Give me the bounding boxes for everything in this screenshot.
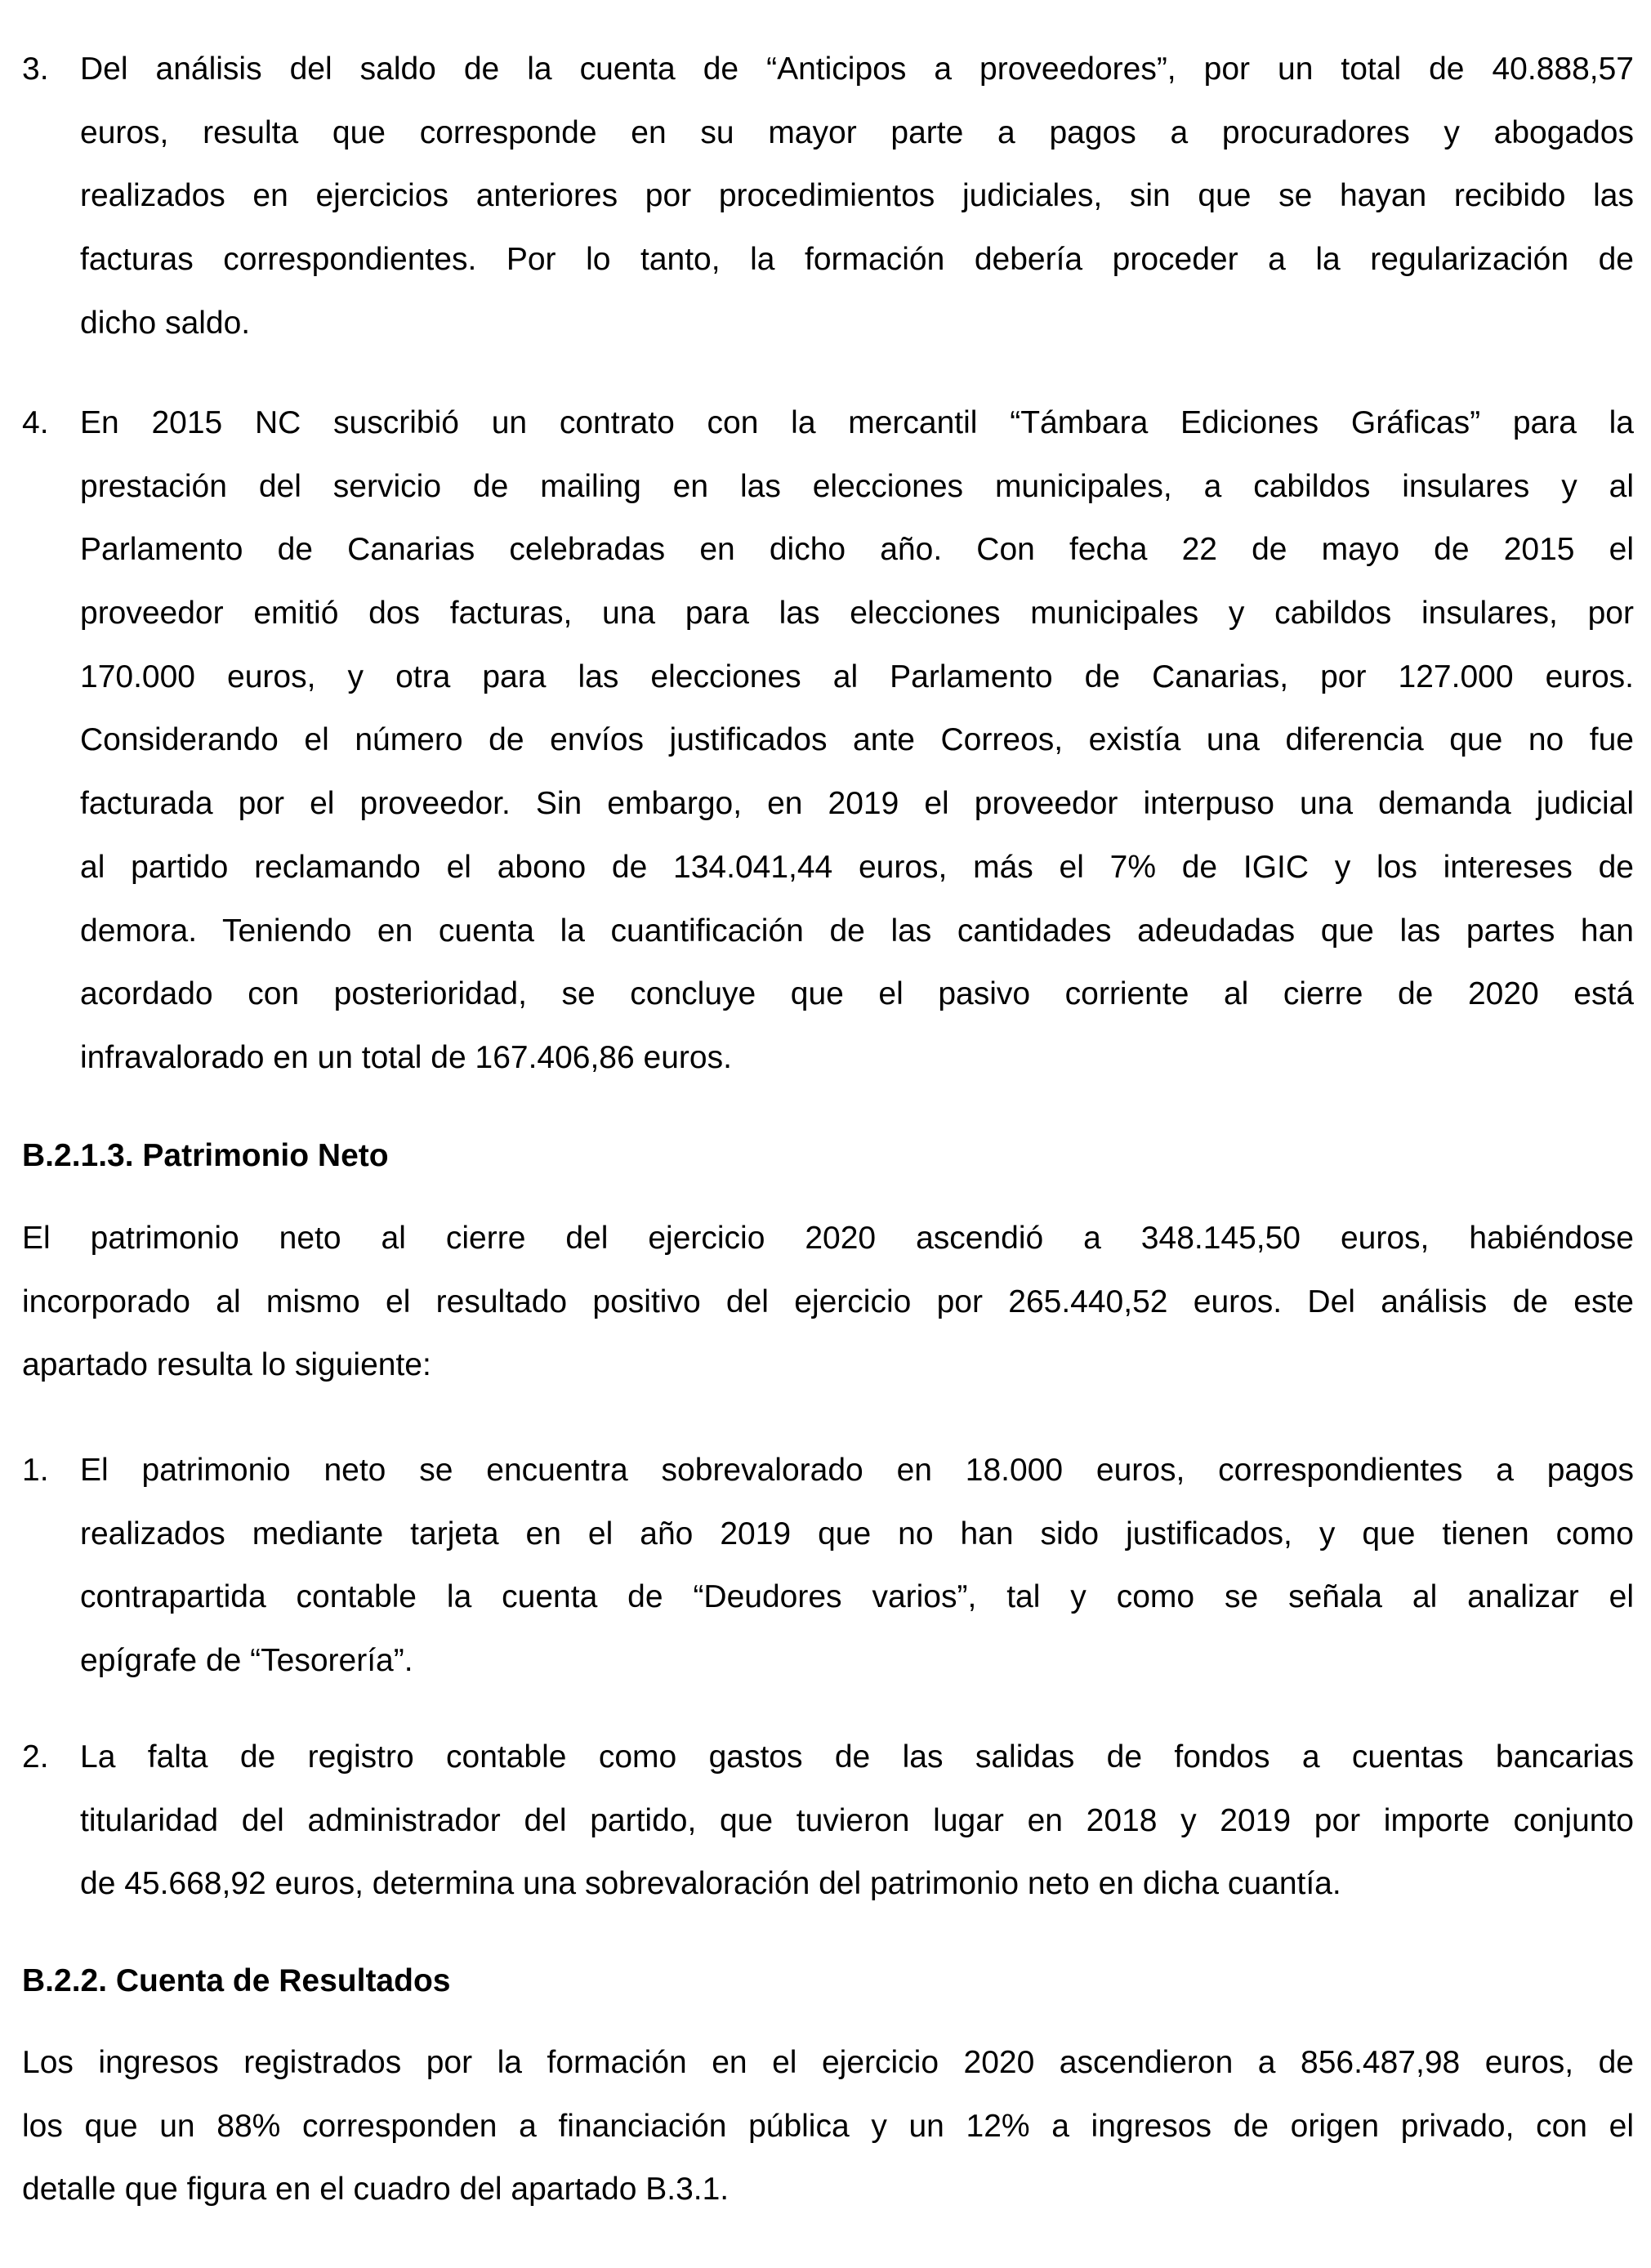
- list-number: 1.: [22, 1453, 49, 1488]
- text-line: apartado resulta lo siguiente:: [22, 1347, 431, 1383]
- text-line: demora. Teniendo en cuenta la cuantificación de las cantidades adeudadas que las partes han: [80, 913, 1634, 949]
- section-heading-cuenta-resultados: B.2.2. Cuenta de Resultados: [22, 1963, 451, 1998]
- text-line: acordado con posterioridad, se concluye que el pasivo corriente al cierre de 2020 está: [80, 976, 1634, 1012]
- text-line: realizados en ejercicios anteriores por procedimientos judiciales, sin que se hayan recibido las: [80, 178, 1634, 214]
- text-line: contrapartida contable la cuenta de “Deudores varios”, tal y como se señala al analizar el: [80, 1579, 1634, 1615]
- text-line: los que un 88% corresponden a financiación pública y un 12% a ingresos de origen privado, con el: [22, 2108, 1634, 2144]
- text-line: Los ingresos registrados por la formación en el ejercicio 2020 ascendieron a 856.487,98 euros, de: [22, 2045, 1634, 2080]
- text-line: titularidad del administrador del partido, que tuvieron lugar en 2018 y 2019 por importe conjunto: [80, 1802, 1634, 1838]
- text-line: proveedor emitió dos facturas, una para las elecciones municipales y cabildos insulares, por: [80, 596, 1634, 632]
- list-number: 4.: [22, 405, 49, 440]
- paragraph-patrimonio-neto: [22, 1207, 1634, 1397]
- text-line: 170.000 euros, y otra para las elecciones al Parlamento de Canarias, por 127.000 euros.: [80, 659, 1634, 694]
- text-line: Del análisis del saldo de la cuenta de “Anticipos a proveedores”, por un total de 40.888,57: [80, 51, 1634, 87]
- paragraph-cuenta-resultados: [22, 2031, 1634, 2221]
- list-item-1: [22, 1439, 1634, 1693]
- text-line: prestación del servicio de mailing en las elecciones municipales, a cabildos insulares y al: [80, 468, 1634, 504]
- list-item-2: [22, 1726, 1634, 1916]
- text-line: dicho saldo.: [80, 305, 251, 341]
- list-item-3: [22, 38, 1634, 355]
- section-heading-patrimonio-neto: B.2.1.3. Patrimonio Neto: [22, 1138, 389, 1173]
- text-line: El patrimonio neto al cierre del ejercicio 2020 ascendió a 348.145,50 euros, habiéndose: [22, 1221, 1634, 1256]
- text-line: infravalorado en un total de 167.406,86 euros.: [80, 1039, 732, 1075]
- text-line: al partido reclamando el abono de 134.041,44 euros, más el 7% de IGIC y los intereses de: [80, 849, 1634, 885]
- list-number: 2.: [22, 1739, 49, 1775]
- text-line: epígrafe de “Tesorería”.: [80, 1643, 413, 1679]
- text-line: detalle que figura en el cuadro del apartado B.3.1.: [22, 2172, 730, 2208]
- text-line: euros, resulta que corresponde en su mayor parte a pagos a procuradores y abogados: [80, 114, 1634, 150]
- text-line: facturas correspondientes. Por lo tanto, la formación debería proceder a la regularización de: [80, 242, 1634, 278]
- text-line: La falta de registro contable como gastos de las salidas de fondos a cuentas bancarias: [80, 1739, 1634, 1775]
- text-line: de 45.668,92 euros, determina una sobrevaloración del patrimonio neto en dicha cuantía.: [80, 1866, 1341, 1902]
- text-line: incorporado al mismo el resultado positivo del ejercicio por 265.440,52 euros. Del análisis de este: [22, 1284, 1634, 1319]
- text-line: realizados mediante tarjeta en el año 2019 que no han sido justificados, y que tienen como: [80, 1516, 1634, 1551]
- list-number: 3.: [22, 51, 49, 87]
- text-line: facturada por el proveedor. Sin embargo, en 2019 el proveedor interpuso una demanda judicial: [80, 786, 1634, 822]
- list-item-4: [22, 391, 1634, 1090]
- text-line: Parlamento de Canarias celebradas en dicho año. Con fecha 22 de mayo de 2015 el: [80, 532, 1634, 568]
- text-line: El patrimonio neto se encuentra sobrevalorado en 18.000 euros, correspondientes a pagos: [80, 1453, 1634, 1488]
- text-line: En 2015 NC suscribió un contrato con la mercantil “Támbara Ediciones Gráficas” para la: [80, 405, 1634, 440]
- text-line: Considerando el número de envíos justificados ante Correos, existía una diferencia que no fue: [80, 722, 1634, 758]
